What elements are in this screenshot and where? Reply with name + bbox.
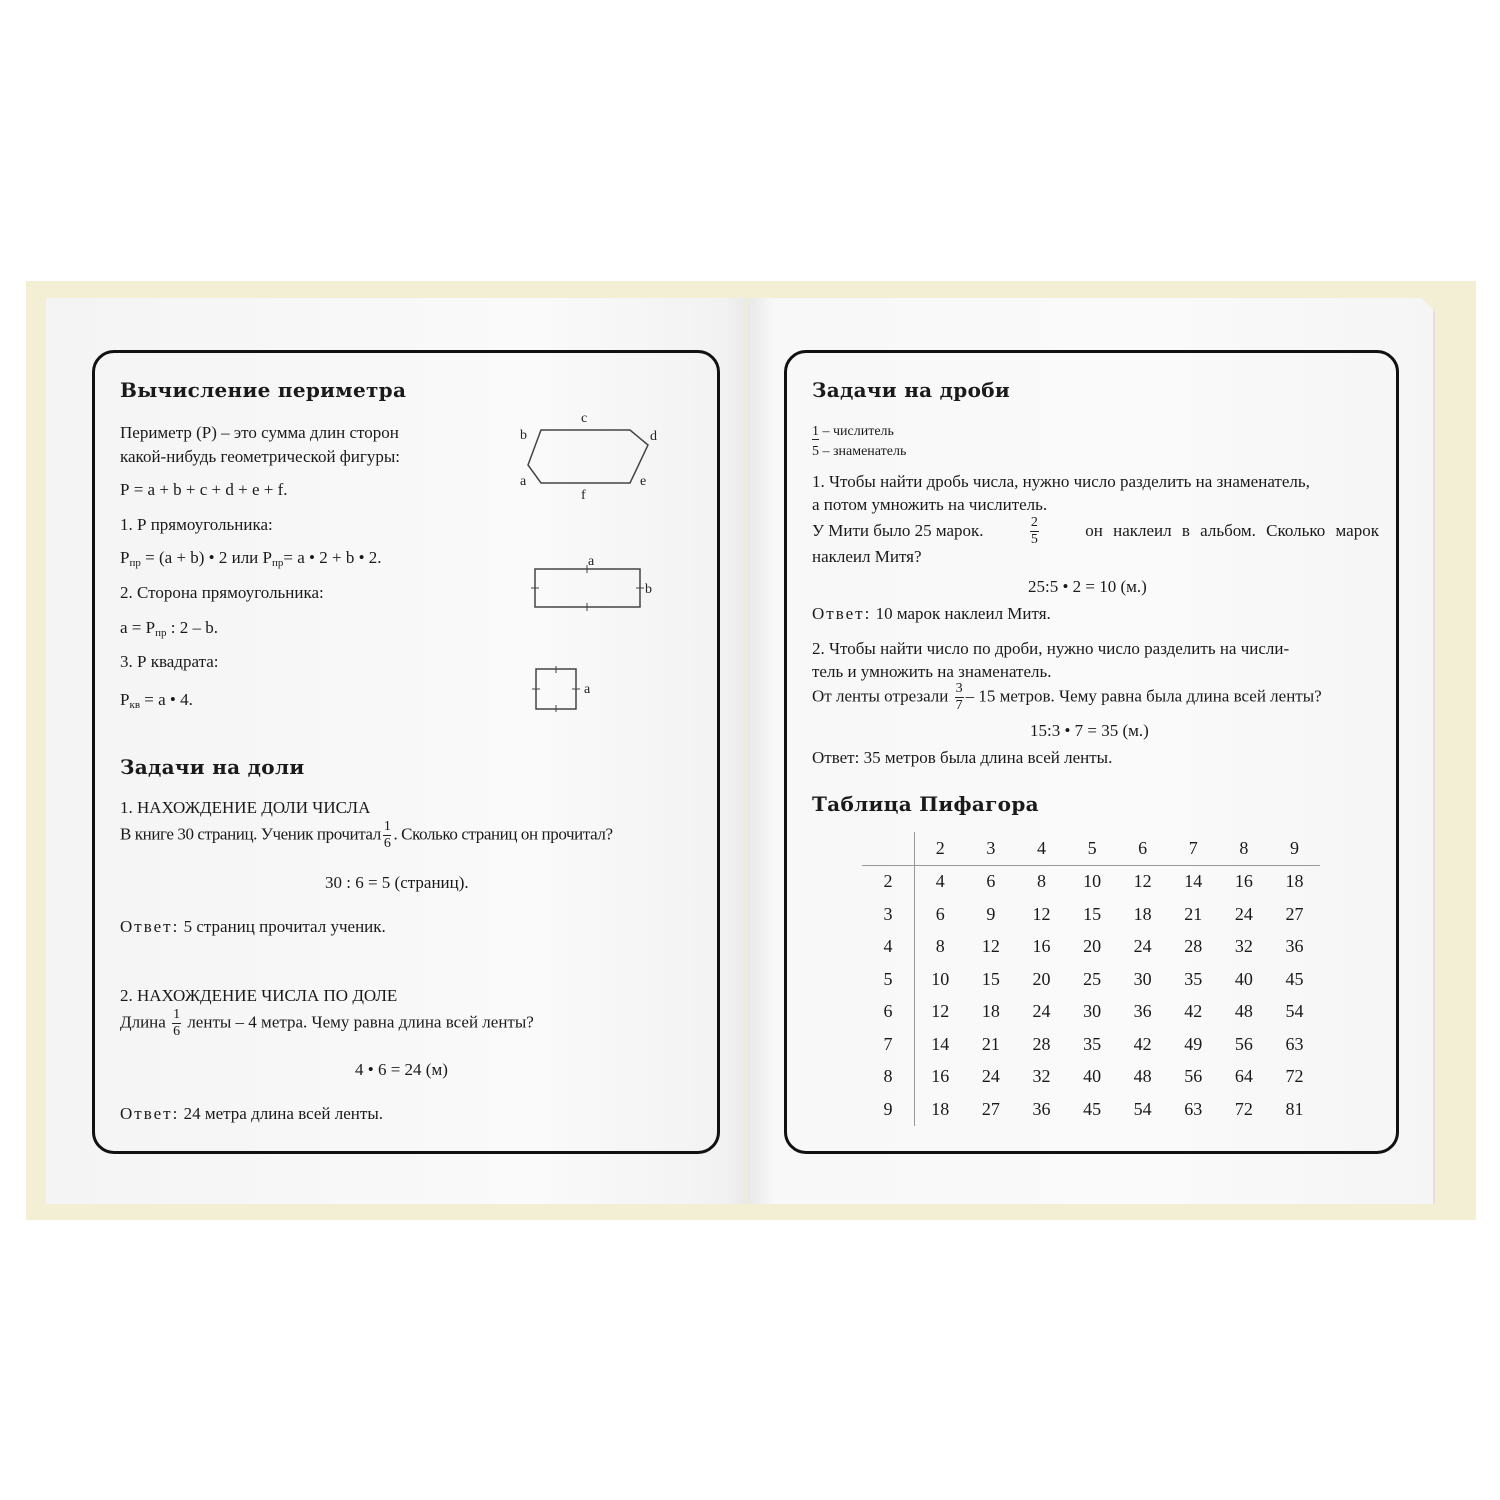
text-fragment: 3: [955, 681, 963, 696]
text-fragment: ленты – 4 метра. Чему равна длина всей ленты?: [187, 1012, 534, 1032]
shares-task2-solution: 4 • 6 = 24 (м): [355, 1060, 448, 1079]
shares-task2-title: 2. НАХОЖДЕНИЕ ЧИСЛА ПО ДОЛЕ: [120, 986, 398, 1005]
text-fragment: . Сколько страниц он прочитал?: [393, 824, 613, 844]
text-fragment: 5: [1030, 532, 1038, 547]
fraction-1-6: [383, 820, 392, 851]
table-cell: 8: [935, 936, 945, 957]
fractions-rule1-line1: 1. Чтобы найти дробь числа, нужно число разделить на знаменатель,: [812, 472, 1310, 491]
table-cell: 35: [1083, 1033, 1102, 1054]
rectangle-shape: [535, 569, 640, 607]
text-fragment: – 15 метров. Чему равна была длина всей ленты?: [965, 686, 1322, 706]
table-cell: 42: [1133, 1033, 1152, 1054]
column-header: 7: [1168, 832, 1219, 865]
text-fragment: 2: [1030, 515, 1038, 530]
table-cell: 24: [981, 1066, 1000, 1087]
table-cell: 54: [1133, 1098, 1152, 1119]
text-fragment: Ответ:: [120, 917, 180, 936]
table-cell: 16: [1032, 936, 1051, 957]
text-fragment: – числитель: [819, 424, 894, 439]
fractions-rule2-line2: тель и умножить на знаменатель.: [812, 662, 1052, 681]
table-cell: 6: [986, 871, 996, 892]
text-fragment: 1: [812, 424, 819, 439]
table-cell: 14: [1184, 871, 1203, 892]
table-cell: 56: [1184, 1066, 1203, 1087]
table-cell: 12: [1032, 903, 1051, 924]
square-perimeter-formula: [120, 690, 193, 712]
table-cell: 24: [1133, 936, 1152, 957]
row-header: 3: [862, 898, 915, 931]
table-cell: 40: [1234, 968, 1253, 989]
column-header: 5: [1067, 832, 1118, 865]
hexagon-diagram: [510, 405, 670, 505]
table-row: [862, 996, 1320, 1029]
row-header: 7: [862, 1028, 915, 1061]
table-cell: 16: [931, 1066, 950, 1087]
subscript: кв: [129, 699, 141, 711]
table-cell: 12: [1133, 871, 1152, 892]
square-shape: [536, 669, 576, 709]
table-cell: 24: [1032, 1001, 1051, 1022]
rectangle-perimeter-formula: [120, 548, 382, 570]
text-fragment: 5 страниц прочитал ученик.: [179, 917, 386, 936]
text-fragment: 7: [955, 698, 963, 713]
table-cell: 14: [931, 1033, 950, 1054]
hexagon-label-f: f: [581, 488, 586, 503]
shares-task2-answer: [120, 1104, 383, 1124]
row-header: 9: [862, 1093, 915, 1126]
table-cell: 28: [1032, 1033, 1051, 1054]
table-cell: 27: [981, 1098, 1000, 1119]
rectangle-diagram: [530, 550, 660, 620]
table-row: [862, 898, 1320, 931]
table-cell: 15: [981, 968, 1000, 989]
table-cell: 40: [1083, 1066, 1102, 1087]
table-cell: 20: [1083, 936, 1102, 957]
text-fragment: В книге 30 страниц. Ученик прочитал: [120, 824, 381, 844]
text-fragment: Длина: [120, 1012, 166, 1032]
table-row: [862, 963, 1320, 996]
table-row: [862, 1028, 1320, 1061]
fractions-task2-text: [812, 682, 1322, 713]
table-cell: 18: [1285, 871, 1304, 892]
text-fragment: он наклеил в альбом. Сколько марок: [1085, 521, 1379, 541]
text-fragment: – знаменатель: [819, 444, 907, 459]
pythagoras-title: Таблица Пифагора: [812, 792, 1039, 816]
table-cell: 20: [1032, 968, 1051, 989]
table-cell: 21: [1184, 903, 1203, 924]
table-cell: 63: [1184, 1098, 1203, 1119]
hexagon-shape: [528, 430, 648, 483]
column-header: 4: [1016, 832, 1067, 865]
shares-title: Задачи на доли: [120, 755, 305, 779]
text-fragment: Р: [120, 548, 130, 567]
table-cell: 72: [1234, 1098, 1253, 1119]
denominator-legend: [812, 444, 906, 461]
table-cell: 54: [1285, 1001, 1304, 1022]
hexagon-label-a: a: [520, 474, 527, 489]
table-cell: 45: [1285, 968, 1304, 989]
table-cell: 63: [1285, 1033, 1304, 1054]
fraction-3-7: [955, 682, 964, 713]
perimeter-title: Вычисление периметра: [120, 378, 407, 402]
hexagon-label-b: b: [520, 428, 527, 443]
square-perimeter-title: 3. Р квадрата:: [120, 652, 219, 671]
text-fragment: 5: [812, 444, 819, 459]
text-fragment: 6: [383, 836, 391, 851]
text-fragment: У Мити было 25 марок.: [812, 521, 984, 541]
fractions-task1-answer: [812, 604, 1051, 624]
rectangle-label-a: a: [588, 554, 595, 569]
rectangle-side-formula: [120, 618, 218, 640]
row-header: 6: [862, 996, 915, 1029]
table-cell: 36: [1133, 1001, 1152, 1022]
text-fragment: 6: [173, 1024, 181, 1039]
subscript: пр: [272, 557, 284, 569]
text-fragment: Ответ:: [120, 1104, 180, 1123]
rectangle-label-b: b: [645, 582, 652, 597]
table-corner-cell: [862, 832, 915, 865]
table-cell: 21: [981, 1033, 1000, 1054]
table-row: [862, 931, 1320, 964]
table-cell: 81: [1285, 1098, 1304, 1119]
fractions-title: Задачи на дроби: [812, 378, 1010, 402]
hexagon-label-d: d: [650, 429, 657, 444]
table-cell: 35: [1184, 968, 1203, 989]
table-cell: 64: [1234, 1066, 1253, 1087]
table-cell: 48: [1133, 1066, 1152, 1087]
fraction-1-6-b: [172, 1008, 181, 1039]
table-cell: 15: [1083, 903, 1102, 924]
table-cell: 10: [931, 968, 950, 989]
text-fragment: : 2 – b.: [166, 618, 218, 637]
rectangle-side-title: 2. Сторона прямоугольника:: [120, 583, 324, 602]
text-fragment: 1: [173, 1007, 181, 1022]
table-cell: 30: [1083, 1001, 1102, 1022]
hexagon-label-e: e: [640, 474, 647, 489]
table-cell: 36: [1032, 1098, 1051, 1119]
table-cell: 32: [1032, 1066, 1051, 1087]
row-header: 5: [862, 963, 915, 996]
fractions-task1-text: [812, 516, 1379, 547]
text-fragment: a = Р: [120, 618, 156, 637]
table-cell: 32: [1234, 936, 1253, 957]
column-header: 8: [1219, 832, 1270, 865]
fractions-rule2-line1: 2. Чтобы найти число по дроби, нужно число разделить на числи-: [812, 639, 1290, 658]
hexagon-label-c: c: [581, 411, 588, 426]
table-row: [862, 1061, 1320, 1094]
table-cell: 12: [981, 936, 1000, 957]
shares-task1-text: [120, 820, 613, 851]
fractions-task2-answer: Ответ: 35 метров была длина всей ленты.: [812, 748, 1113, 767]
subscript: пр: [129, 557, 141, 569]
table-cell: 36: [1285, 936, 1304, 957]
text-fragment: 24 метра длина всей ленты.: [179, 1104, 384, 1123]
table-cell: 18: [931, 1098, 950, 1119]
fractions-task1-text-end: наклеил Митя?: [812, 547, 922, 566]
row-header: 4: [862, 931, 915, 964]
pythagoras-table: [862, 832, 1320, 1126]
table-row: [862, 1093, 1320, 1126]
table-cell: 9: [986, 903, 996, 924]
fractions-task2-solution: 15:3 • 7 = 35 (м.): [1030, 721, 1149, 740]
table-cell: 49: [1184, 1033, 1203, 1054]
perimeter-definition-line1: Периметр (Р) – это сумма длин сторон: [120, 423, 399, 442]
numerator-legend: [812, 424, 894, 441]
column-header: 2: [915, 832, 966, 865]
text-fragment: = a • 2 + b • 2.: [283, 548, 382, 567]
table-cell: 24: [1234, 903, 1253, 924]
column-header: 6: [1117, 832, 1168, 865]
table-cell: 48: [1234, 1001, 1253, 1022]
table-cell: 56: [1234, 1033, 1253, 1054]
rectangle-perimeter-title: 1. Р прямоугольника:: [120, 515, 273, 534]
table-cell: 30: [1133, 968, 1152, 989]
table-cell: 18: [1133, 903, 1152, 924]
square-label-a: a: [584, 682, 591, 697]
table-cell: 45: [1083, 1098, 1102, 1119]
text-fragment: Ответ:: [812, 604, 872, 623]
table-cell: 25: [1083, 968, 1102, 989]
perimeter-formula: Р = a + b + c + d + e + f.: [120, 480, 288, 499]
table-cell: 28: [1184, 936, 1203, 957]
table-row: [862, 865, 1320, 898]
text-fragment: 10 марок наклеил Митя.: [871, 604, 1051, 623]
table-cell: 8: [1036, 871, 1046, 892]
square-diagram: [530, 666, 610, 716]
column-header: 9: [1269, 832, 1320, 865]
table-cell: 16: [1234, 871, 1253, 892]
shares-task1-answer: [120, 917, 386, 937]
table-cell: 4: [935, 871, 945, 892]
table-cell: 12: [931, 1001, 950, 1022]
shares-task1-solution: 30 : 6 = 5 (страниц).: [325, 873, 469, 892]
row-header: 8: [862, 1061, 915, 1094]
fraction-2-5: [1030, 516, 1039, 547]
subscript: пр: [155, 627, 167, 639]
table-cell: 18: [981, 1001, 1000, 1022]
perimeter-definition-line2: какой-нибудь геометрической фигуры:: [120, 447, 401, 466]
table-cell: 10: [1083, 871, 1102, 892]
column-header: 3: [966, 832, 1017, 865]
text-fragment: От ленты отрезали: [812, 686, 949, 706]
text-fragment: 1: [383, 819, 391, 834]
text-fragment: Р: [120, 690, 130, 709]
shares-task2-text: [120, 1008, 534, 1039]
fractions-task1-solution: 25:5 • 2 = 10 (м.): [1028, 577, 1147, 596]
table-cell: 42: [1184, 1001, 1203, 1022]
shares-task1-title: 1. НАХОЖДЕНИЕ ДОЛИ ЧИСЛА: [120, 798, 371, 817]
table-cell: 72: [1285, 1066, 1304, 1087]
fractions-rule1-line2: а потом умножить на числитель.: [812, 495, 1048, 514]
table-cell: 27: [1285, 903, 1304, 924]
table-header-row: [862, 832, 1320, 865]
text-fragment: = a • 4.: [140, 690, 193, 709]
row-header: 2: [862, 865, 915, 898]
table-cell: 6: [935, 903, 945, 924]
text-fragment: = (a + b) • 2 или Р: [140, 548, 272, 567]
